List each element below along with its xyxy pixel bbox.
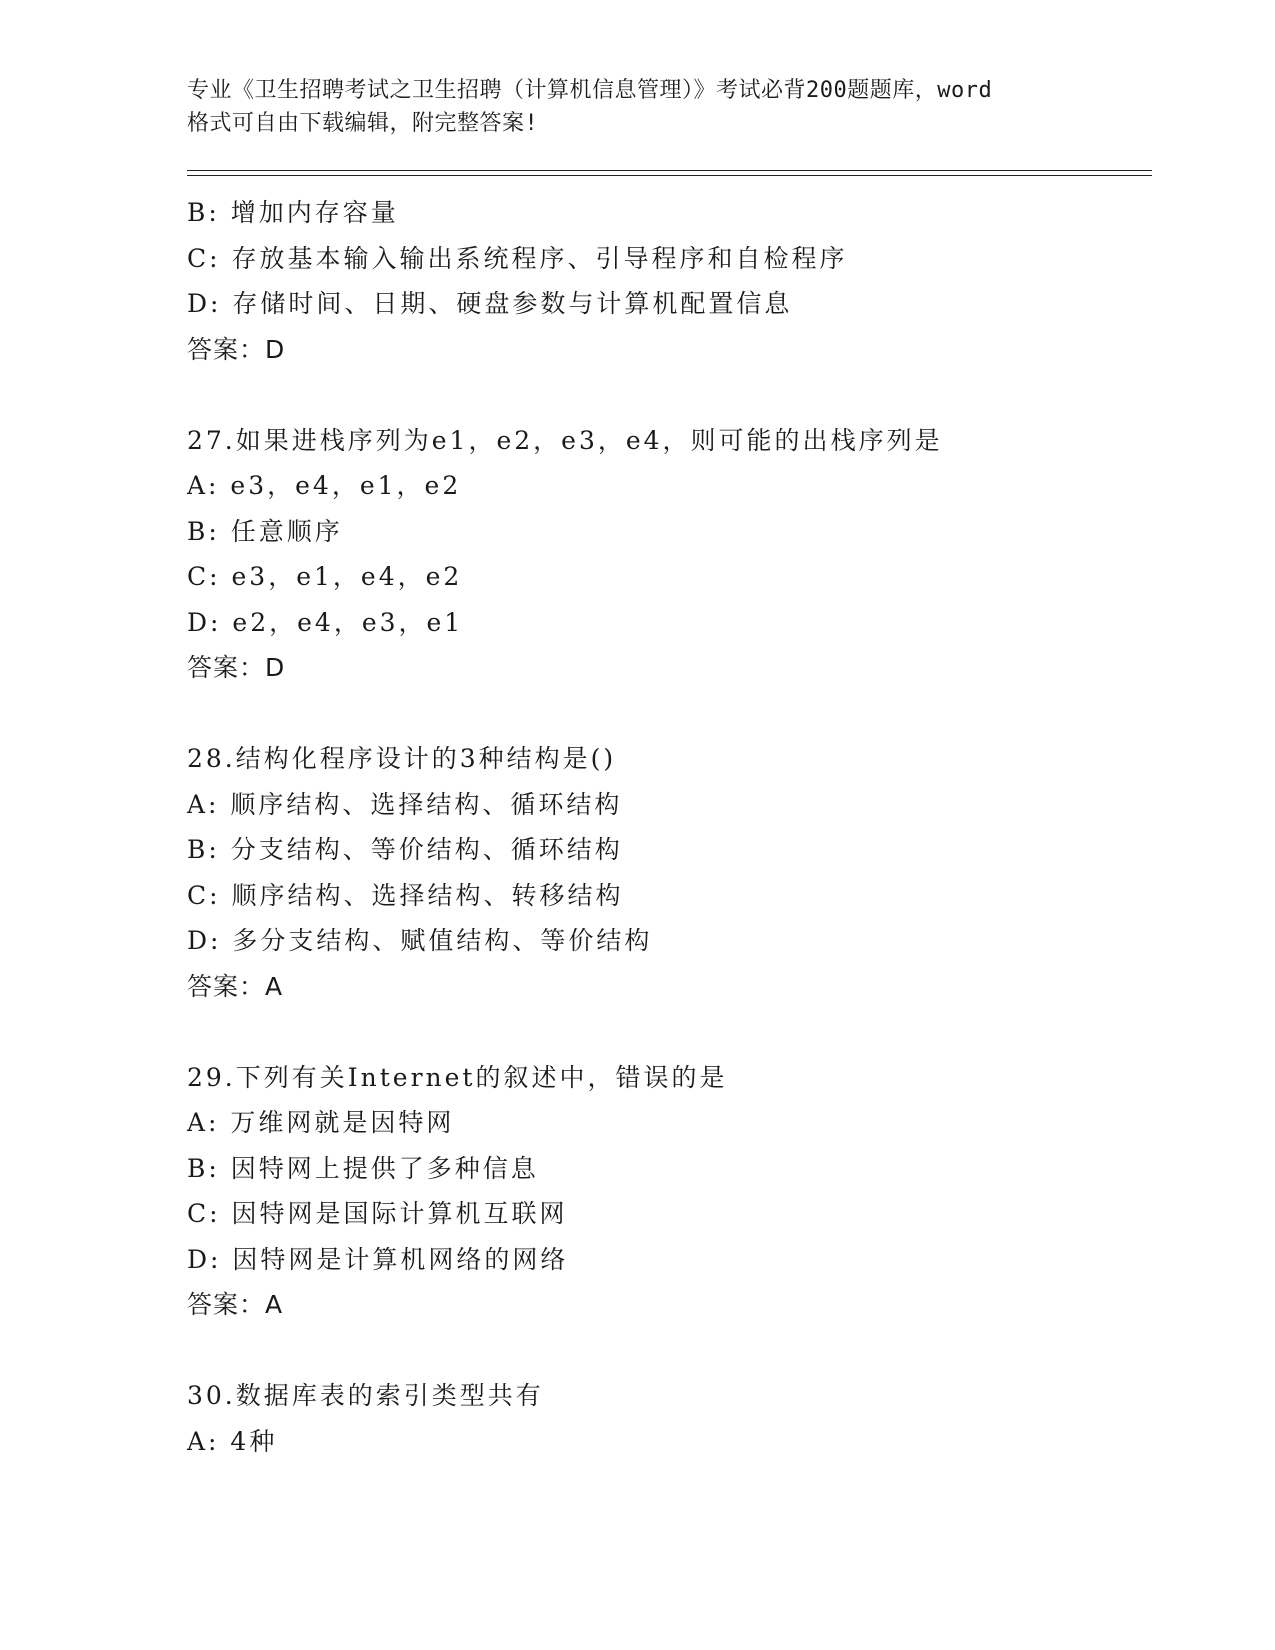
option-c: C: 因特网是国际计算机互联网 [187, 1199, 568, 1228]
header-divider-top [187, 170, 1152, 171]
option-c: C: 存放基本输入输出系统程序、引导程序和自检程序 [187, 243, 848, 273]
question-text: 27.如果进栈序列为e1，e2，e3，e4，则可能的出栈序列是 [187, 425, 943, 455]
header-line-1: 专业《卫生招聘考试之卫生招聘（计算机信息管理）》考试必背200题题库，word [187, 78, 993, 103]
question-text: 30.数据库表的索引类型共有 [187, 1381, 544, 1410]
question-list [187, 190, 1147, 1464]
option-b: B: 增加内存容量 [187, 198, 399, 227]
answer: 答案：A [187, 1290, 284, 1319]
question-26-tail [187, 190, 1147, 372]
option-d: D: 存储时间、日期、硬盘参数与计算机配置信息 [187, 289, 793, 318]
option-a: A: 4种 [187, 1426, 278, 1456]
spacer [187, 372, 1147, 418]
option-b: B: 因特网上提供了多种信息 [187, 1153, 539, 1183]
spacer [187, 1328, 1147, 1374]
question-27 [187, 418, 1147, 691]
option-d: D: 多分支结构、赋值结构、等价结构 [187, 926, 653, 955]
header-divider-bottom [187, 175, 1152, 176]
option-c: C: e3，e1，e4，e2 [187, 562, 463, 591]
option-d: D: 因特网是计算机网络的网络 [187, 1244, 569, 1274]
option-d: D: e2，e4，e3，e1 [187, 607, 464, 637]
spacer [187, 691, 1147, 737]
spacer [187, 1009, 1147, 1055]
option-a: A: 顺序结构、选择结构、循环结构 [187, 789, 623, 819]
question-text: 29.下列有关Internet的叙述中，错误的是 [187, 1062, 728, 1092]
question-29 [187, 1055, 1147, 1328]
question-28 [187, 736, 1147, 1009]
option-c: C: 顺序结构、选择结构、转移结构 [187, 880, 624, 910]
option-b: B: 分支结构、等价结构、循环结构 [187, 835, 623, 864]
question-text: 28.结构化程序设计的3种结构是() [187, 744, 617, 773]
question-30 [187, 1373, 1147, 1464]
option-a: A: 万维网就是因特网 [187, 1108, 455, 1137]
header-line-2: 格式可自由下载编辑，附完整答案! [187, 111, 539, 136]
option-a: A: e3，e4，e1，e2 [187, 471, 462, 500]
answer: 答案：D [187, 334, 286, 364]
document-header [187, 74, 1087, 140]
answer: 答案：A [187, 971, 284, 1001]
option-b: B: 任意顺序 [187, 516, 343, 546]
answer: 答案：D [187, 653, 286, 682]
